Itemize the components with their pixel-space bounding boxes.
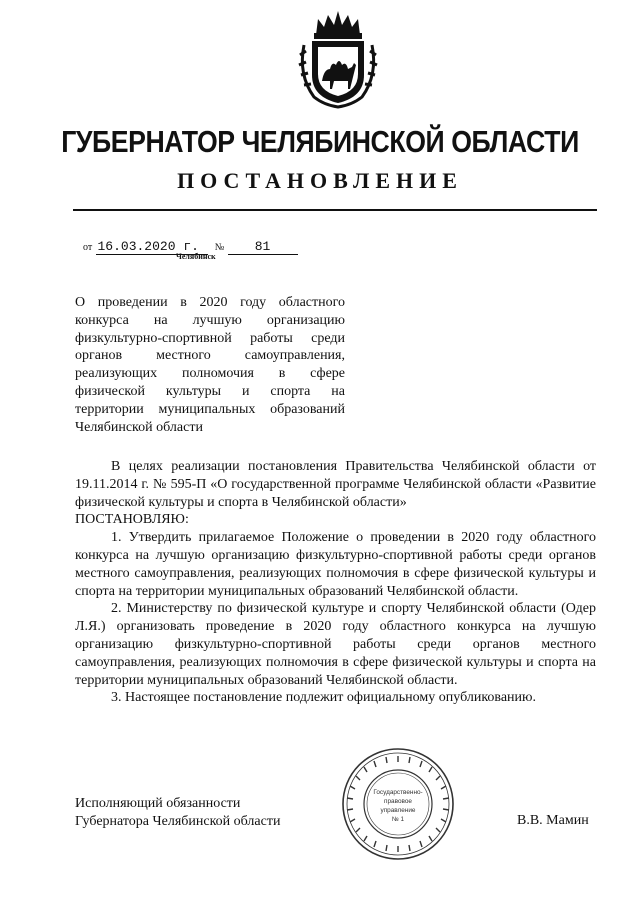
signatory-position-line-1: Исполняющий обязанности	[75, 796, 241, 811]
document-date: 16.03.2020 г.	[96, 240, 208, 255]
signatory-position	[75, 795, 280, 831]
resolve-heading: ПОСТАНОВЛЯЮ:	[75, 512, 189, 528]
signatory-position-line-2: Губернатора Челябинской области	[75, 814, 281, 829]
preamble-paragraph: В целях реализации постановления Правительства Челябинской области от 19.11.2014 г. № 595-П «О государственной программе Челябинской области «Развитие физической культуры и спорта в Челябинской области»	[75, 459, 596, 510]
header-divider	[73, 209, 597, 211]
number-prefix-label: №	[214, 242, 225, 253]
item-2-paragraph: 2. Министерству по физической культуре и спорту Челябинской области (Одер Л.Я.) организовать проведение в 2020 году областного конкурса на лучшую организацию физкультурно-спортивной работы среди органов местного самоуправления, реализующих полномочия в сфере физической культуры и спорта на территории муниципальных образований Челябинской области.	[75, 601, 596, 688]
signatory-name: В.В. Мамин	[517, 813, 589, 828]
governor-title: ГУБЕРНАТОР ЧЕЛЯБИНСКОЙ ОБЛАСТИ	[61, 124, 579, 159]
document-body	[75, 458, 596, 707]
item-1-paragraph: 1. Утвердить прилагаемое Положение о проведении в 2020 году областного конкурса на лучшую организацию физкультурно-спортивной работы среди органов местного самоуправления, реализующих полномочия в сфере физической культуры и спорта на территории муниципальных образований Челябинской области.	[75, 530, 596, 599]
document-type-title: ПОСТАНОВЛЕНИЕ	[177, 168, 463, 193]
city-label: Челябинск	[176, 252, 216, 261]
item-3-paragraph: 3. Настоящее постановление подлежит официальному опубликованию.	[111, 690, 536, 706]
stamp-center-line-2: правовое	[384, 798, 412, 805]
document-number: 81	[228, 240, 298, 255]
stamp-center-line-1: Государственно-	[373, 789, 423, 796]
official-seal-stamp	[340, 746, 456, 862]
date-prefix-label: от	[83, 242, 93, 253]
stamp-center-line-4: № 1	[391, 816, 405, 823]
stamp-center-line-3: управление	[380, 807, 416, 814]
document-subject: О проведении в 2020 году областного конкурса на лучшую организацию физкультурно-спортивной работы среди органов местного самоуправления, реализующих полномочия в сфере физической культуры и спорта на территории муниципальных образований Челябинской области	[75, 295, 345, 435]
coat-of-arms-emblem-icon	[294, 5, 382, 110]
